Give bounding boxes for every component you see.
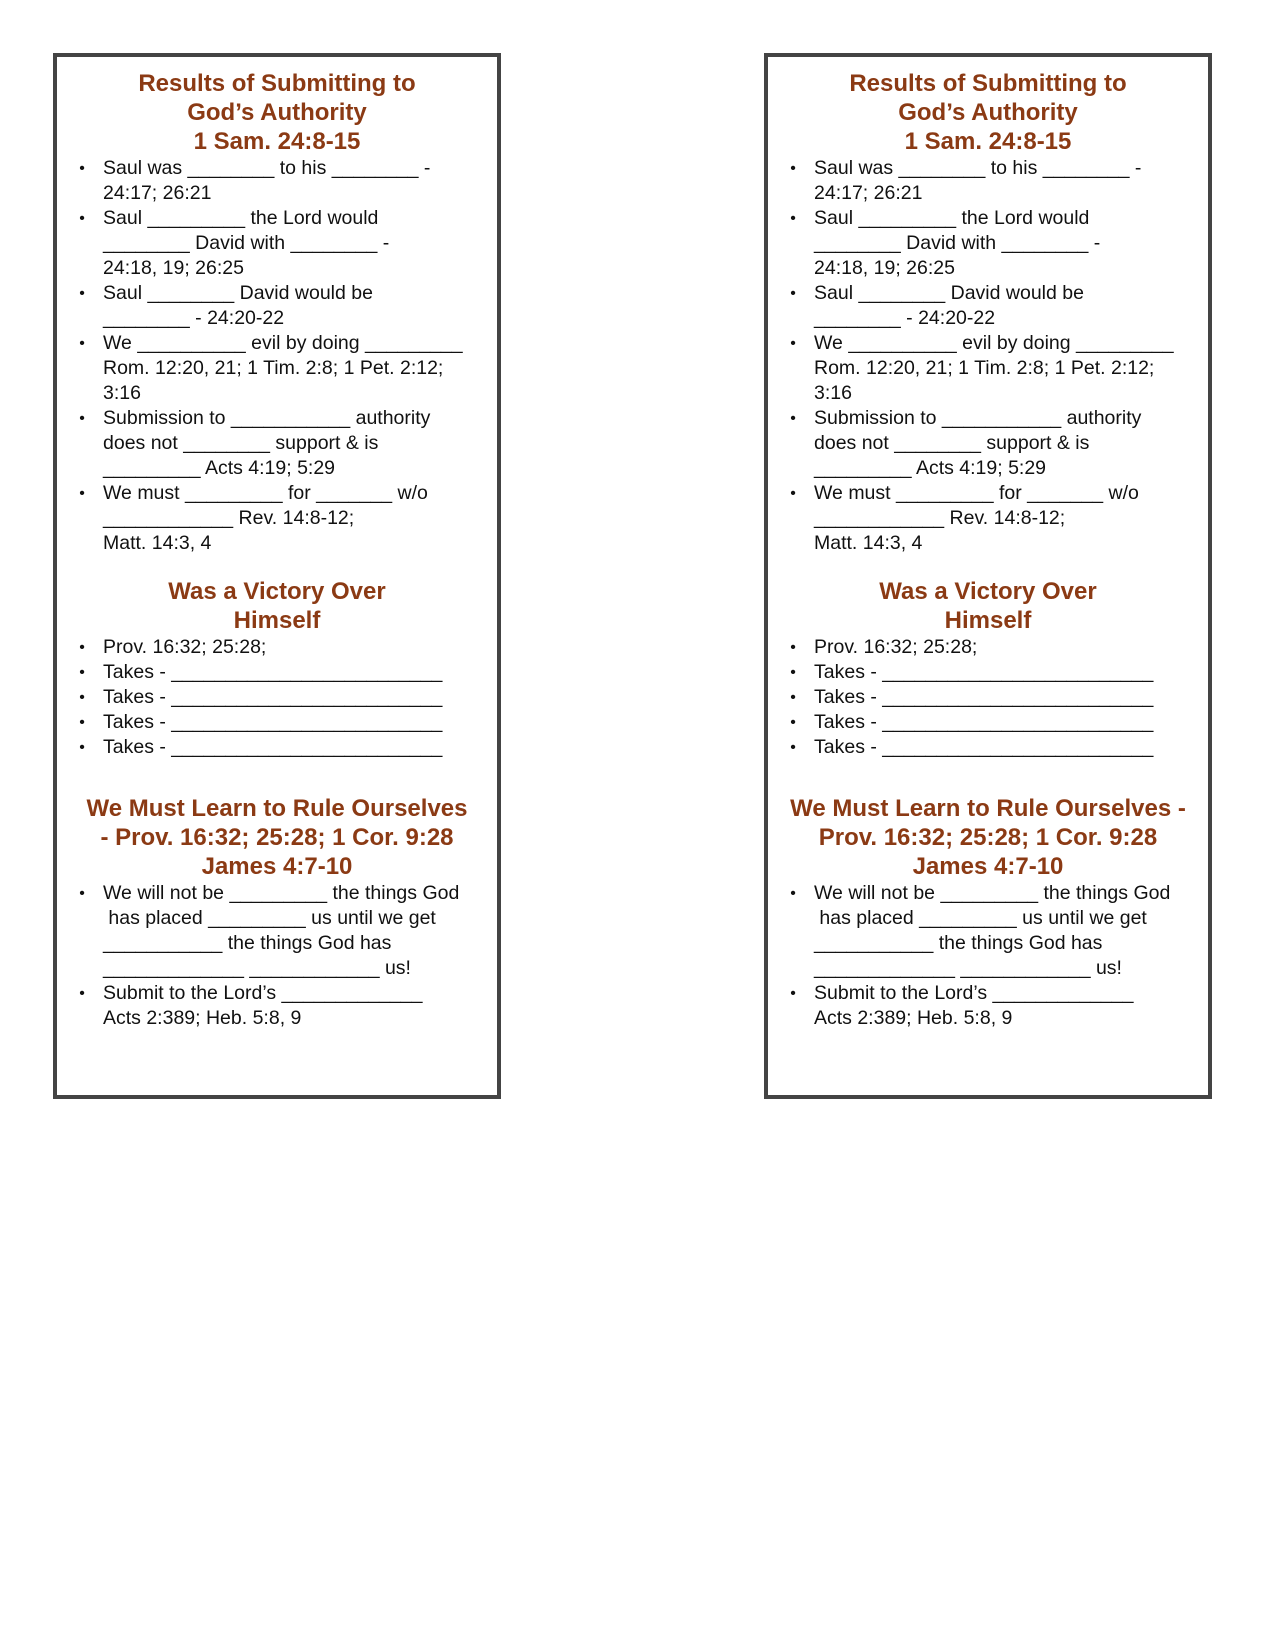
bullet-icon: • [79, 689, 85, 706]
item-line: Submission to ___________ authority [103, 407, 431, 429]
heading-line: Was a Victory Over [168, 578, 386, 605]
bullet-icon: • [79, 639, 85, 656]
list-item [786, 635, 1190, 660]
victory-list [75, 635, 479, 760]
victory-list [786, 635, 1190, 760]
item-line: Matt. 14:3, 4 [814, 532, 923, 554]
item-line: Takes - _________________________ [103, 711, 443, 733]
item-line: ____________ Rev. 14:8-12; [814, 507, 1066, 529]
item-line: Takes - _________________________ [814, 711, 1154, 733]
item-line: ________ - 24:20-22 [814, 307, 996, 329]
list-item [75, 206, 479, 281]
bullet-icon: • [79, 739, 85, 756]
list-item [786, 710, 1190, 735]
item-line: Submit to the Lord’s _____________ [814, 982, 1134, 1004]
item-line: ________ - 24:20-22 [103, 307, 285, 329]
heading-line: God’s Authority [187, 99, 367, 126]
section-heading-rule-ourselves [75, 794, 479, 881]
item-line: Acts 2:389; Heb. 5:8, 9 [103, 1007, 302, 1029]
list-item [786, 685, 1190, 710]
section-heading-results [786, 69, 1190, 156]
bullet-icon: • [790, 485, 796, 502]
bullet-icon: • [790, 160, 796, 177]
bullet-icon: • [790, 639, 796, 656]
list-item [786, 406, 1190, 481]
item-line: 24:17; 26:21 [103, 182, 212, 204]
item-line: We __________ evil by doing _________ [814, 332, 1174, 354]
study-card-right [764, 53, 1212, 1099]
item-line: We will not be _________ the things God [814, 882, 1171, 904]
item-line: Takes - _________________________ [103, 661, 443, 683]
bullet-icon: • [79, 285, 85, 302]
item-line: Saul was ________ to his ________ - [814, 157, 1142, 179]
bullet-icon: • [790, 714, 796, 731]
item-line: We will not be _________ the things God [103, 882, 460, 904]
list-item [786, 281, 1190, 331]
item-line: does not ________ support & is [103, 432, 379, 454]
item-line: has placed _________ us until we get [103, 907, 436, 929]
item-line: _________ Acts 4:19; 5:29 [103, 457, 336, 479]
item-line: ________ David with ________ - [103, 232, 390, 254]
item-line: Rom. 12:20, 21; 1 Tim. 2:8; 1 Pet. 2:12; [103, 357, 444, 379]
item-line: ________ David with ________ - [814, 232, 1101, 254]
bullet-icon: • [79, 985, 85, 1002]
bullet-icon: • [790, 335, 796, 352]
item-line: Rom. 12:20, 21; 1 Tim. 2:8; 1 Pet. 2:12; [814, 357, 1155, 379]
results-list [786, 156, 1190, 556]
item-line: Takes - _________________________ [814, 661, 1154, 683]
item-line: ___________ the things God has [103, 932, 392, 954]
list-item [786, 481, 1190, 556]
item-line: has placed _________ us until we get [814, 907, 1147, 929]
list-item [786, 735, 1190, 760]
list-item [75, 406, 479, 481]
item-line: We must _________ for _______ w/o [103, 482, 428, 504]
item-line: ____________ Rev. 14:8-12; [103, 507, 355, 529]
item-line: Submission to ___________ authority [814, 407, 1142, 429]
study-card-left [53, 53, 501, 1099]
heading-line: Was a Victory Over [879, 578, 1097, 605]
bullet-icon: • [79, 714, 85, 731]
section-heading-victory [786, 577, 1190, 635]
bullet-icon: • [790, 689, 796, 706]
item-line: 24:17; 26:21 [814, 182, 923, 204]
item-line: Saul ________ David would be [814, 282, 1084, 304]
list-item [75, 881, 479, 981]
bullet-icon: • [79, 210, 85, 227]
heading-line: We Must Learn to Rule Ourselves [86, 795, 468, 822]
item-line: Saul _________ the Lord would [103, 207, 379, 229]
item-line: 24:18, 19; 26:25 [814, 257, 955, 279]
heading-line: James 4:7-10 [912, 853, 1064, 880]
item-line: Prov. 16:32; 25:28; [103, 636, 267, 658]
bullet-icon: • [790, 739, 796, 756]
heading-line: God’s Authority [898, 99, 1078, 126]
bullet-icon: • [790, 664, 796, 681]
heading-line: - Prov. 16:32; 25:28; 1 Cor. 9:28 [100, 824, 454, 851]
heading-line: Results of Submitting to [138, 70, 416, 97]
heading-line: Results of Submitting to [849, 70, 1127, 97]
bullet-icon: • [790, 210, 796, 227]
item-line: _____________ ____________ us! [103, 957, 411, 979]
section-heading-rule-ourselves [786, 794, 1190, 881]
list-item [75, 660, 479, 685]
item-line: 3:16 [814, 382, 852, 404]
list-item [786, 156, 1190, 206]
item-line: Prov. 16:32; 25:28; [814, 636, 978, 658]
item-line: We __________ evil by doing _________ [103, 332, 463, 354]
bullet-icon: • [79, 885, 85, 902]
results-list [75, 156, 479, 556]
list-item [75, 685, 479, 710]
item-line: ___________ the things God has [814, 932, 1103, 954]
item-line: 3:16 [103, 382, 141, 404]
list-item [75, 281, 479, 331]
rule-ourselves-list [75, 881, 479, 1031]
rule-ourselves-list [786, 881, 1190, 1031]
heading-line: 1 Sam. 24:8-15 [193, 128, 361, 155]
item-line: Saul was ________ to his ________ - [103, 157, 431, 179]
section-heading-victory [75, 577, 479, 635]
list-item [75, 156, 479, 206]
heading-line: Prov. 16:32; 25:28; 1 Cor. 9:28 [818, 824, 1158, 851]
item-line: Acts 2:389; Heb. 5:8, 9 [814, 1007, 1013, 1029]
item-line: _________ Acts 4:19; 5:29 [814, 457, 1047, 479]
list-item [75, 710, 479, 735]
item-line: 24:18, 19; 26:25 [103, 257, 244, 279]
item-line: Takes - _________________________ [814, 686, 1154, 708]
list-item [75, 331, 479, 406]
list-item [786, 981, 1190, 1031]
heading-line: Himself [233, 607, 321, 634]
item-line: Takes - _________________________ [814, 736, 1154, 758]
list-item [786, 331, 1190, 406]
item-line: Takes - _________________________ [103, 686, 443, 708]
item-line: _____________ ____________ us! [814, 957, 1122, 979]
list-item [786, 881, 1190, 981]
section-heading-results [75, 69, 479, 156]
item-line: Saul _________ the Lord would [814, 207, 1090, 229]
item-line: Saul ________ David would be [103, 282, 373, 304]
bullet-icon: • [790, 285, 796, 302]
heading-line: James 4:7-10 [201, 853, 353, 880]
item-line: We must _________ for _______ w/o [814, 482, 1139, 504]
heading-line: We Must Learn to Rule Ourselves - [790, 795, 1186, 822]
bullet-icon: • [79, 160, 85, 177]
heading-line: 1 Sam. 24:8-15 [904, 128, 1072, 155]
bullet-icon: • [790, 985, 796, 1002]
list-item [786, 206, 1190, 281]
list-item [75, 735, 479, 760]
item-line: does not ________ support & is [814, 432, 1090, 454]
bullet-icon: • [79, 664, 85, 681]
bullet-icon: • [79, 410, 85, 427]
bullet-icon: • [790, 885, 796, 902]
list-item [75, 981, 479, 1031]
bullet-icon: • [79, 335, 85, 352]
list-item [75, 635, 479, 660]
heading-line: Himself [944, 607, 1032, 634]
list-item [786, 660, 1190, 685]
bullet-icon: • [79, 485, 85, 502]
list-item [75, 481, 479, 556]
bullet-icon: • [790, 410, 796, 427]
item-line: Matt. 14:3, 4 [103, 532, 212, 554]
item-line: Takes - _________________________ [103, 736, 443, 758]
item-line: Submit to the Lord’s _____________ [103, 982, 423, 1004]
